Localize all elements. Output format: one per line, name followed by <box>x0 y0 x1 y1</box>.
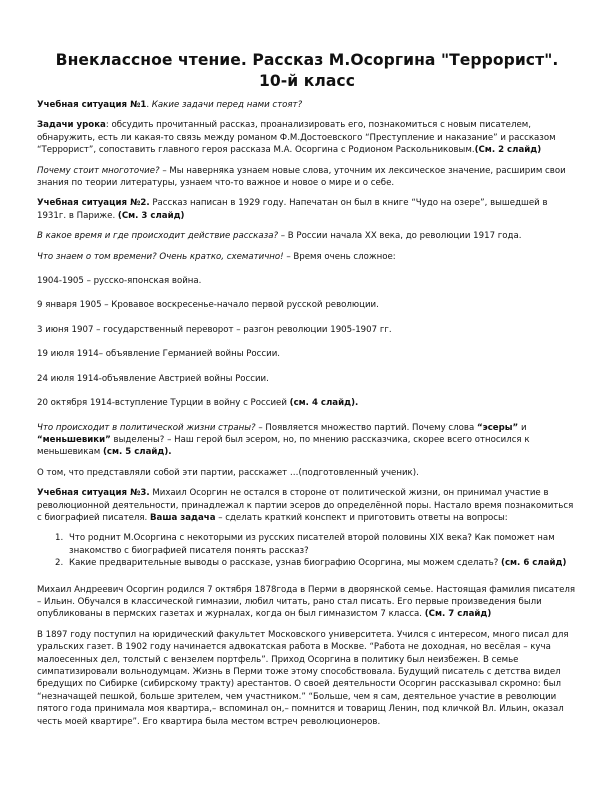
situation-3-label: Учебная ситуация №3. <box>37 488 150 499</box>
era-question: Что знаем о том времени? Очень кратко, схематично! <box>37 251 284 262</box>
situation-1-question: Какие задачи перед нами стоят? <box>151 100 303 110</box>
ellipsis-question: Почему стоит многоточие? <box>37 165 160 176</box>
situation-1-label: Учебная ситуация №1 <box>37 100 147 110</box>
event-item: 24 июля 1914-объявление Австрией войны России. <box>37 373 269 384</box>
politics-question: Что происходит в политической жизни страны? <box>37 422 256 433</box>
era-answer: – Время очень сложное: <box>283 251 396 262</box>
politics-word-mensheviki: “меньшевики” <box>37 434 111 445</box>
event-item: 19 июля 1914– объявление Германией войны России. <box>37 349 281 360</box>
event-item: 1904-1905 – русско-японская война. <box>37 276 202 287</box>
question-text: Что роднит М.Осоргина с некоторыми из русских писателей второй половины XIX века? Как поможет нам знакомство с биографией писателя понять рассказ? <box>69 533 555 556</box>
politics-paragraph <box>37 422 577 459</box>
page-title <box>37 50 577 92</box>
lesson-tasks-paragraph <box>37 119 577 156</box>
lesson-tasks-slide-ref: (См. 2 слайд) <box>474 145 542 156</box>
situation-2-text: Рассказ написан в 1929 году. Напечатан он был в книге “Чудо на озере”, вышедшей в 1931г. в Париже. <box>37 198 548 221</box>
politics-word-esery: “эсеры” <box>476 422 519 433</box>
lesson-tasks-label: Задачи урока <box>37 120 106 131</box>
politics-and: и <box>518 422 527 433</box>
event-item: 3 июня 1907 – государственный переворот – разгон революции 1905-1907 гг. <box>37 324 392 335</box>
question-number: 2. <box>55 558 64 569</box>
time-place-question: В какое время и где происходит действие рассказа? <box>37 231 279 242</box>
situation-2-slide-ref: (См. 3 слайд) <box>117 210 185 221</box>
era-paragraph <box>37 251 577 263</box>
situation-1-paragraph <box>37 99 577 111</box>
question-text: Какие предварительные выводы о рассказе, узнав биографию Осоргина, мы можем сделать? <box>69 558 502 569</box>
situation-3-task-label: Ваша задача <box>150 512 216 523</box>
situation-2-paragraph <box>37 197 577 222</box>
situation-1-separator: . <box>146 100 152 110</box>
lesson-tasks-text: : обсудить прочитанный рассказ, проанализировать его, познакомиться с новым писателем, обнаружить, есть ли какая-то связь между романом Ф.М.Достоевского “Преступление и наказание” и рассказом “Террорист”, сопоставить главного героя рассказа М.А. Осоргина с Родионом Раскольниковым. <box>37 120 556 156</box>
document-page <box>37 50 577 736</box>
ellipsis-answer: – Мы наверняка узнаем новые слова, уточним их лексическое значение, расширим свои знания по теории литературы, узнаем что-то важное и новое о мире и о себе. <box>37 165 566 189</box>
event-item-last <box>37 397 577 409</box>
situation-3-text-2: – сделать краткий конспект и приготовить ответы на вопросы: <box>215 512 508 523</box>
questions-list <box>37 532 577 569</box>
situation-2-label: Учебная ситуация №2. <box>37 198 150 209</box>
time-place-paragraph <box>37 230 577 242</box>
question-item <box>37 557 577 569</box>
question-number: 1. <box>55 533 64 544</box>
event-item: 9 января 1905 – Кровавое воскресенье-начало первой русской революции. <box>37 300 379 311</box>
situation-3-text: Михаил Осоргин не остался в стороне от политической жизни, он принимал участие в революционной деятельности, принадлежал к партии эсеров до определённой поры. Настало время познакомиться с биографией писателя. <box>37 488 574 523</box>
event-last-text: 20 октября 1914-вступление Турции в войну с Россией <box>37 398 290 409</box>
biography-paragraph-2: В 1897 году поступил на юридический факультет Московского университета. Учился с интересом, много писал для уральских газет. В 1902 году начинается адвокатская работа в Москве. “Работа не доходная, но весёлая – куча малоесенных дел, толстый с вензелем портфель”. Приход Осоргина в политику был неизбежен. В семье симпатизировали вольнодумцам. Жизнь в Перми тоже этому способствовала. Будущий писатель с детства видел бредущих по Сибирке (сибирскому тракту) арестантов. О своей деятельности Осоргин рассказывал скромно: был “незначащей пешкой, больше зрителем, чем участником.” “Больше, чем я сам, деятельное участие в революции пятого года принимала моя квартира,– вспоминал он,– помнится и товарищ Ленин, под кличкой Вл. Ильин, оказал честь моей квартире”. Его квартира была местом встреч революционеров. <box>37 629 569 727</box>
parties-paragraph: О том, что представляли собой эти партии, расскажет …(подготовленный ученик). <box>37 467 419 478</box>
question-item <box>37 532 577 557</box>
time-place-answer: – В России начала XX века, до революции 1917 года. <box>278 231 522 242</box>
title-line-1: Внеклассное чтение. Рассказ М.Осоргина "Террорист". <box>55 51 559 69</box>
event-last-slide-ref: (см. 4 слайд). <box>289 398 359 409</box>
politics-text-2: выделены? – Наш герой был эсером, но, по мнению рассказчика, скорее всего относился к меньшевикам <box>37 434 530 458</box>
politics-text-1: – Появляется множество партий. Почему слова <box>255 422 477 433</box>
biography-paragraph-1 <box>37 584 577 621</box>
ellipsis-paragraph <box>37 165 577 190</box>
biography-1-text: Михаил Андреевич Осоргин родился 7 октября 1878года в Перми в дворянской семье. Настоящая фамилия писателя – Ильин. Обучался в классической гимназии, любил читать, рано стал писать. Его первые произведения были опубликованы в пермских газетах и журналах, когда он был гимназистом 7 класса. <box>37 584 576 620</box>
question-slide-ref: (см. 6 слайд) <box>501 558 567 569</box>
politics-slide-ref: (см. 5 слайд). <box>102 447 172 458</box>
situation-3-paragraph <box>37 487 577 524</box>
title-line-2: 10-й класс <box>258 72 356 90</box>
biography-1-slide-ref: (См. 7 слайд) <box>424 609 492 620</box>
